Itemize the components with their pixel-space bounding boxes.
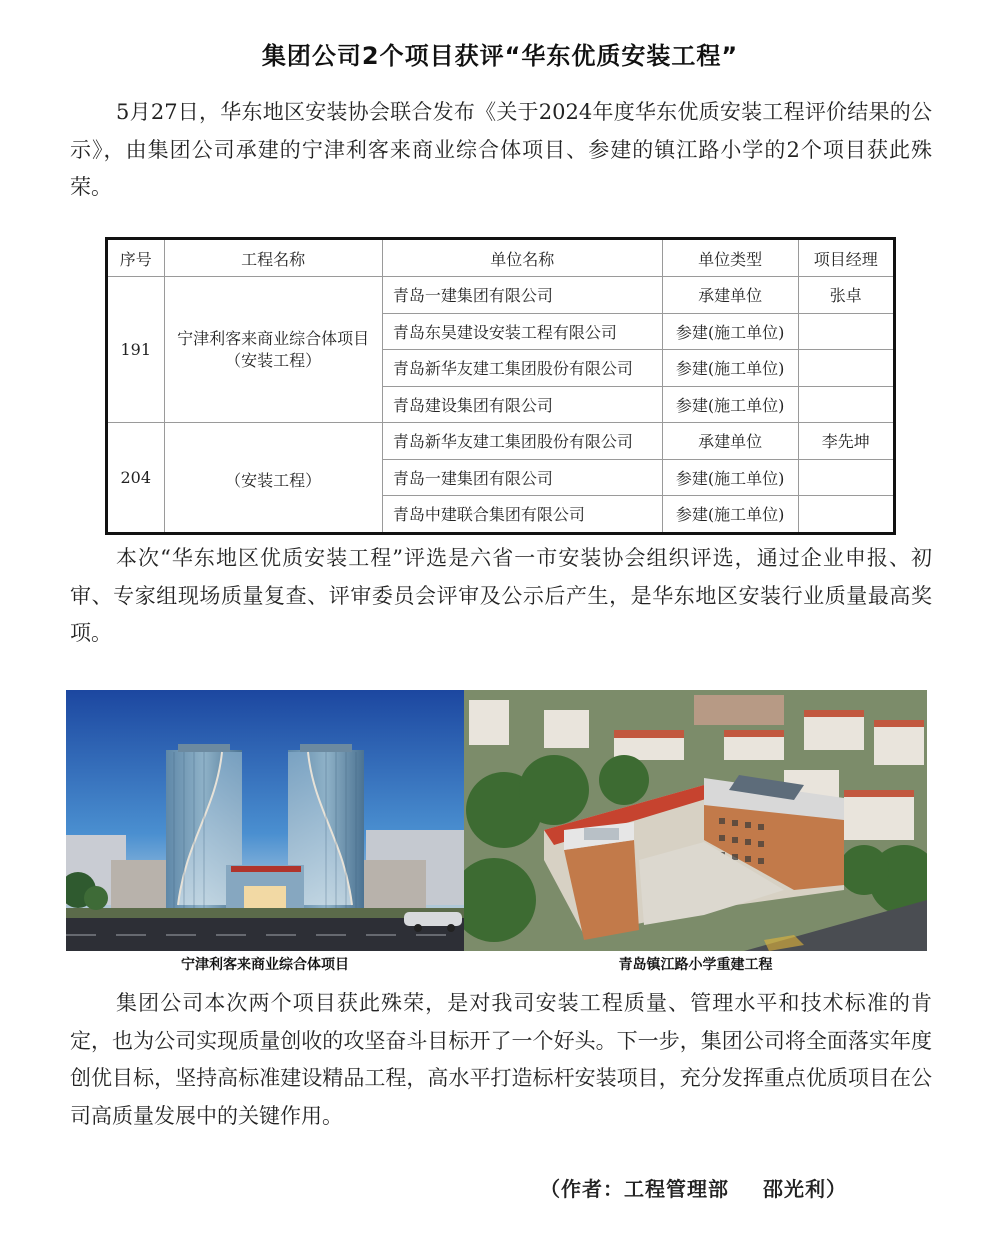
header-manager: 项目经理 — [798, 239, 894, 277]
cell-unit: 青岛一建集团有限公司 — [382, 459, 662, 496]
cell-unit: 青岛中建联合集团有限公司 — [382, 496, 662, 534]
cell-unit: 青岛东昊建设安装工程有限公司 — [382, 313, 662, 350]
photo-school-aerial — [464, 690, 927, 951]
byline — [540, 1173, 940, 1202]
cell-type: 承建单位 — [662, 277, 798, 314]
cell-type: 承建单位 — [662, 423, 798, 460]
cell-unit: 青岛建设集团有限公司 — [382, 386, 662, 423]
cell-manager — [798, 496, 894, 534]
paragraph-intro: 5月27日，华东地区安装协会联合发布《关于2024年度华东优质安装工程评价结果的公示》，由集团公司承建的宁津利客来商业综合体项目、参建的镇江路小学的2个项目获此殊荣。 — [70, 100, 932, 199]
byline-open: （作者： — [540, 1177, 624, 1201]
cell-manager — [798, 350, 894, 387]
photo-commercial-complex — [66, 690, 464, 951]
table-row — [107, 277, 895, 314]
cell-manager — [798, 313, 894, 350]
cell-type: 参建(施工单位) — [662, 386, 798, 423]
project-name-line2: （安装工程） — [225, 471, 322, 491]
caption-school: 青岛镇江路小学重建工程 — [618, 957, 773, 973]
header-no: 序号 — [107, 239, 165, 277]
table-row — [107, 423, 895, 460]
cell-type: 参建(施工单位) — [662, 496, 798, 534]
awards-table — [105, 237, 896, 535]
table-header-row — [107, 239, 895, 277]
building-rendering-icon — [66, 690, 464, 951]
paragraph-about-award: 本次“华东地区优质安装工程”评选是六省一市安装协会组织评选，通过企业申报、初审、专家组现场质量复查、评审委员会评审及公示后产生，是华东地区安装行业质量最高奖项。 — [70, 546, 932, 645]
project-name-line2: （安装工程） — [225, 350, 322, 370]
cell-no: 204 — [107, 423, 165, 534]
cell-type: 参建(施工单位) — [662, 459, 798, 496]
cell-unit: 青岛新华友建工集团股份有限公司 — [382, 350, 662, 387]
cell-manager — [798, 386, 894, 423]
cell-unit: 青岛一建集团有限公司 — [382, 277, 662, 314]
cell-manager — [798, 459, 894, 496]
cell-manager: 张卓 — [798, 277, 894, 314]
paragraph-conclusion: 集团公司本次两个项目获此殊荣，是对我司安装工程质量、管理水平和技术标准的肯定，也为公司实现质量创收的攻坚奋斗目标开了一个好头。下一步，集团公司将全面落实年度创优目标，坚持高标准建设精品工程，高水平打造标杆安装项目，充分发挥重点优质项目在公司高质量发展中的关键作用。 — [70, 991, 932, 1128]
header-unit-name: 单位名称 — [382, 239, 662, 277]
cell-no: 191 — [107, 277, 165, 423]
cell-project — [164, 423, 382, 534]
cell-unit: 青岛新华友建工集团股份有限公司 — [382, 423, 662, 460]
header-unit-type: 单位类型 — [662, 239, 798, 277]
header-project: 工程名称 — [164, 239, 382, 277]
byline-author: 邵光利 — [763, 1177, 826, 1201]
cell-manager: 李先坤 — [798, 423, 894, 460]
byline-department: 工程管理部 — [624, 1177, 729, 1201]
cell-project — [164, 277, 382, 423]
cell-type: 参建(施工单位) — [662, 313, 798, 350]
project-name-line1: 宁津利客来商业综合体项目 — [177, 328, 370, 348]
cell-type: 参建(施工单位) — [662, 350, 798, 387]
article-title: 集团公司2个项目获评“华东优质安装工程” — [261, 42, 739, 70]
caption-commercial-complex: 宁津利客来商业综合体项目 — [181, 957, 349, 973]
byline-close: ） — [826, 1177, 847, 1201]
school-aerial-icon — [464, 690, 927, 951]
